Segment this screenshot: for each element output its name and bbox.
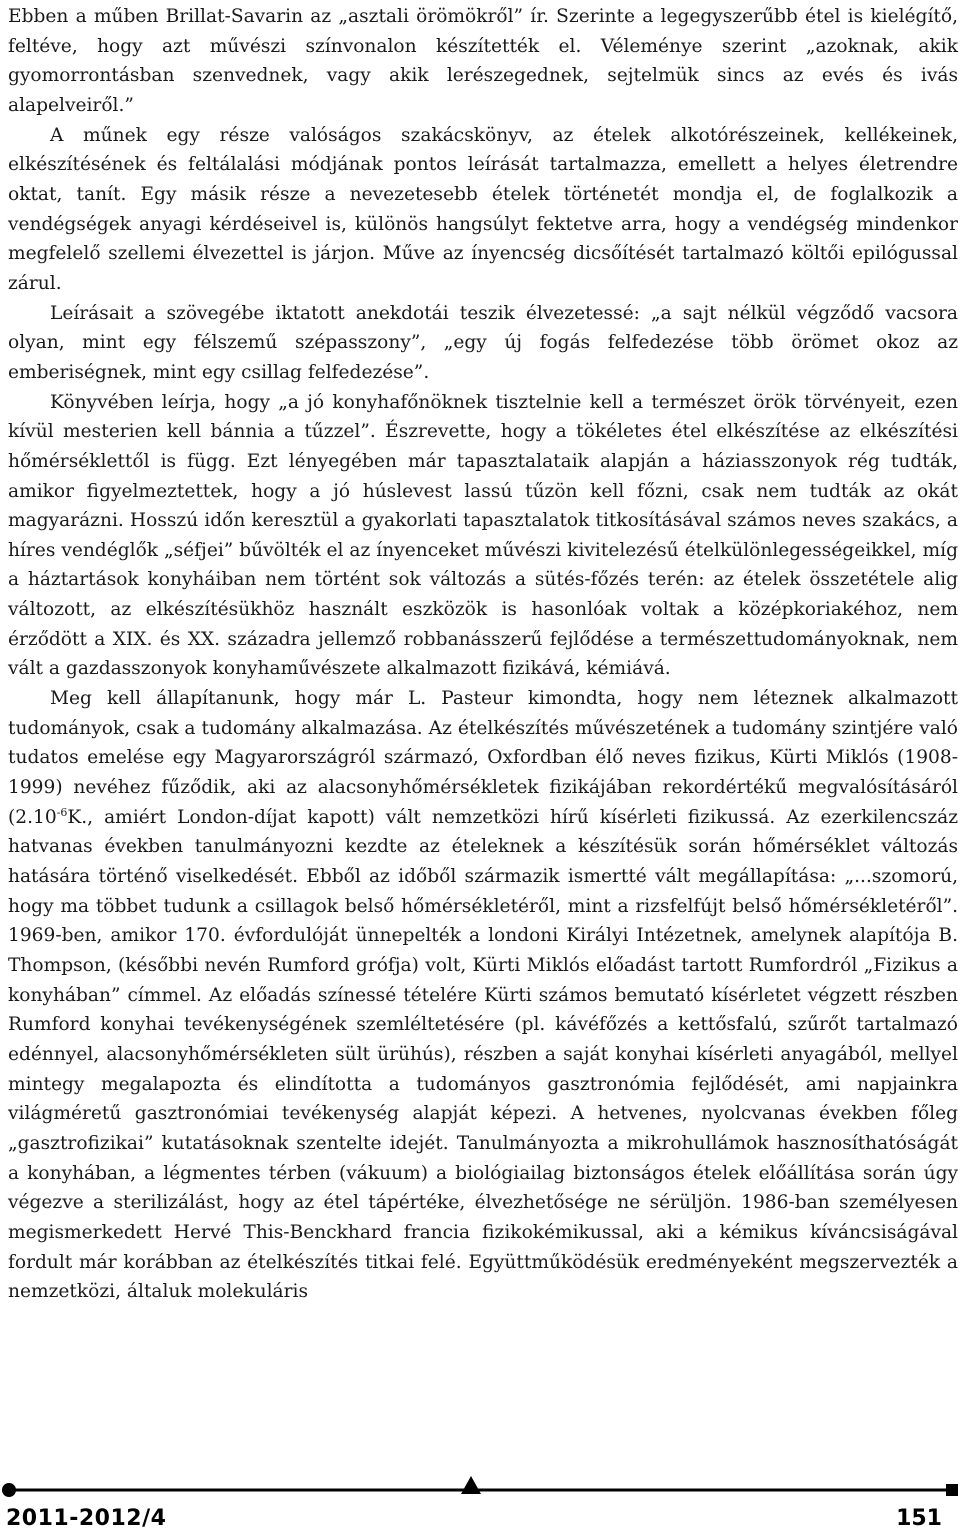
kurti-text-before: Meg kell állapítanunk, hogy már L. Pasteur kimondta, hogy nem léteznek alkalmazott tudományok, csak a tudomány alkalmazása. Az ételkészítés művészetének a tudomány szintjére való tudatos emelése egy Magyarországról származó, Oxfordban élő neves fizikus, Kürti Miklós (1908-1999) nevéhez fűződik, aki az alacsonyhőmérsékletek fizikájában rekordértékű megvalósításáról (2.10 <box>8 688 958 828</box>
article-body <box>8 2 958 1307</box>
paragraph-brillat-savarin: Ebben a műben Brillat-Savarin az „asztali örömökről” ír. Szerinte a legegyszerűbb étel is kielégítő, feltéve, hogy azt művészi színvonalon készítették el. Véleménye szerint „azoknak, akik gyomorrontásban szenvednek, vagy akik lerészegednek, sejtelmük sincs az evés és ivás alapelveiről.” <box>8 6 958 116</box>
paragraph-temperature: Könyvében leírja, hogy „a jó konyhafőnöknek tisztelnie kell a természet örök törvényeit, ezen kívül mesterien kell bánnia a tűzzel”. Észrevette, hogy a tökéletes étel elkészítése az elkészítési hőmérséklettől is függ. Ezt lényegében már tapasztalataik alapján a háziasszonyok rég tudták, amikor figyelmeztettek, hogy a jó húslevest lassú tűzön kell főzni, csak nem tudták az okát magyarázni. Hosszú időn keresztül a gyakorlati tapasztalatok titkosításával számos neves szakács, a híres vendéglők „séfjei” bűvölték el az ínyenceket művészi kivitelezésű ételkülönlegességeikkel, míg a háztartások konyháiban nem történt sok változás a sütés-főzés terén: az ételek összetétele alig változott, az elkészítésükhöz használt eszközök is hasonlóak voltak a középkoriakéhoz, nem érződött a XIX. és XX. századra jellemző robbanásszerű fejlődése a természettudományoknak, nem vált a gazdasszonyok konyhaművészete alkalmazott fizikává, kémiává. <box>8 391 958 680</box>
paragraph-anecdotes: Leírásait a szövegébe iktatott anekdotái teszik élvezetessé: „a sajt nélkül végződő vacsora olyan, mint egy félszemű szépasszony”, „egy új fogás felfedezése több örömet okoz az emberiségnek, mint egy csillag felfedezése”. <box>8 302 958 383</box>
page-footer <box>0 1472 960 1534</box>
paragraph-kurti <box>8 684 958 1307</box>
page-number: 151 <box>896 1506 942 1531</box>
issue-label: 2011-2012/4 <box>6 1506 167 1531</box>
paragraph-cookbook: A műnek egy része valóságos szakácskönyv, az ételek alkotórészeinek, kellékeinek, elkészítésének és feltálalási módjának pontos leírását tartalmazza, emellett a helyes életrendre oktat, tanít. Egy másik része a nevezetesebb ételek történetét mondja el, de foglalkozik a vendégségek anyagi kérdéseivel is, különös hangsúlyt fektetve arra, hogy a vendégség mindenkor megfelelő szellemi élvezettel is járjon. Műve az ínyencség dicsőítését tartalmazó költői epilógussal zárul. <box>8 124 958 294</box>
kurti-exponent: -6 <box>56 805 68 819</box>
kurti-text-after: K., amiért London-díjat kapott) vált nemzetközi hírű kísérleti fizikussá. Az ezerkilencszáz hatvanas években tanulmányozni kezdte az ételeknek a készítésük során hőmérséklet változás hatására történő viselkedését. Ebből az időből származik ismertté vált megállapítása: „...szomorú, hogy ma többet tudunk a csillagok belső hőmérsékletéről, mint a rizsfelfújt belső hőmérsékletéről”. 1969-ben, amikor 170. évfordulóját ünnepelték a londoni Királyi Intézetnek, amelynek alapítója B. Thompson, (későbbi nevén Rumford grófja) volt, Kürti Miklós előadást tartott Rumfordról „Fizikus a konyhában” címmel. Az előadás színessé tételére Kürti számos bemutató kísérletet végzett részben Rumford konyhai tevékenységének szemléltetésére (pl. kávéfőzés a kettősfalú, szűrőt tartalmazó edénnyel, alacsonyhőmérsékleten sült ürühús), részben a saját konyhai kísérleti anyagából, mellyel mintegy megalapozta és elindította a tudományos gasztronómia fejlődését, ami napjainkra világméretű gasztronómiai tevékenység alapját képezi. A hetvenes, nyolcvanas években főleg „gasztrofizikai” kutatásoknak szentelte idejét. Tanulmányozta a mikrohullámok hasznosíthatóságát a konyhában, a légmentes térben (vákuum) a biológiailag biztonságos ételek előállítása során úgy végezve a sterilizálást, hogy az étel tápértéke, élvezhetősége ne sérüljön. 1986-ban személyesen megismerkedett Hervé This-Benckhard francia fizikokémikussal, aki a kémikus kíváncsiságával fordult már korábban az ételkészítés titkai felé. Együttműködésük eredményeként megszervezték a nemzetközi, általuk molekuláris <box>8 806 958 1303</box>
